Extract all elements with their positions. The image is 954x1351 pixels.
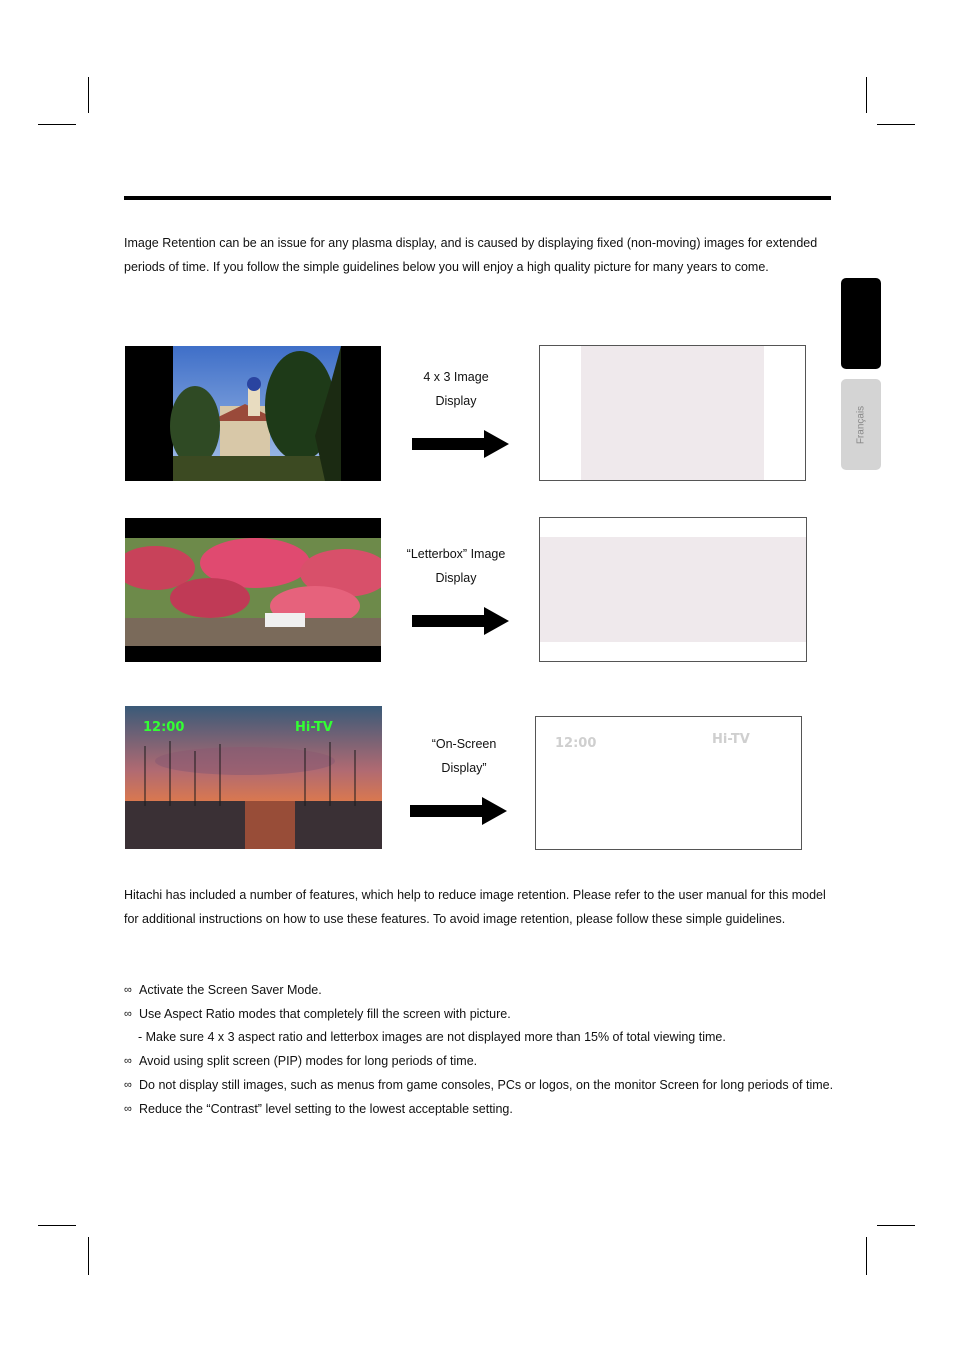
- ghost-clock-text: 12:00: [555, 736, 597, 751]
- crop-mark: [866, 77, 867, 113]
- list-item: [124, 1050, 839, 1074]
- caption-4x3: [396, 366, 516, 413]
- bullet-icon: ∞: [124, 984, 132, 996]
- crop-mark: [877, 1225, 915, 1226]
- list-item-text: Activate the Screen Saver Mode.: [139, 983, 322, 997]
- mission-photo-image: [125, 346, 381, 481]
- crop-mark: [866, 1237, 867, 1275]
- osd-logo-overlay: Hi-TV: [295, 720, 333, 735]
- right-arrow-icon: [412, 607, 510, 635]
- crop-mark: [88, 77, 89, 113]
- photo-4x3-example: [125, 346, 381, 481]
- list-item-text: Do not display still images, such as menus from game consoles, PCs or logos, on the monitor Screen for long periods of time.: [139, 1077, 834, 1092]
- crop-mark: [877, 124, 915, 125]
- retention-screen-letterbox: [539, 517, 807, 662]
- list-item: [124, 979, 839, 1003]
- features-paragraph: Hitachi has included a number of features, which help to reduce image retention. Please refer to the user manual for this model for additional instructions on how to use these features. To avoid image retention, please follow these simple guidelines.: [124, 888, 826, 926]
- header-rule: [124, 196, 831, 200]
- caption-line: Display”: [441, 760, 487, 775]
- crop-mark: [38, 1225, 76, 1226]
- language-tab-francais[interactable]: [841, 379, 881, 470]
- list-item-text: Reduce the “Contrast” level setting to the lowest acceptable setting.: [139, 1101, 513, 1116]
- caption-line: Display: [435, 570, 477, 585]
- list-item: [124, 1098, 839, 1122]
- caption-line: “Letterbox” Image: [406, 547, 506, 561]
- right-arrow-icon: [412, 430, 510, 458]
- list-item: [124, 1074, 839, 1098]
- caption-osd: [404, 733, 524, 780]
- list-item: [124, 1003, 839, 1027]
- ghost-logo-text: Hi-TV: [712, 732, 750, 747]
- photo-letterbox-example: [125, 518, 381, 662]
- bullet-icon: ∞: [124, 1102, 132, 1115]
- language-tab-active[interactable]: [841, 278, 881, 369]
- retention-screen-4x3: [539, 345, 806, 481]
- list-item-text: Avoid using split screen (PIP) modes for long periods of time.: [139, 1054, 478, 1069]
- list-item-text: - Make sure 4 x 3 aspect ratio and letterbox images are not displayed more than 15% of total viewing time.: [138, 1030, 726, 1045]
- umbrella-photo-image: [125, 518, 381, 662]
- osd-clock-overlay: 12:00: [143, 720, 185, 735]
- bullet-icon: ∞: [124, 1055, 132, 1068]
- bullet-icon: ∞: [124, 1078, 132, 1091]
- caption-line: 4 x 3 Image: [423, 370, 489, 384]
- caption-letterbox: [396, 543, 516, 590]
- right-arrow-icon: [410, 797, 508, 825]
- guidelines-list: [124, 979, 839, 1121]
- caption-line: Display: [435, 393, 477, 408]
- ghost-4x3-area: [581, 346, 764, 480]
- ghost-letterbox-area: [540, 537, 806, 642]
- intro-paragraph: Image Retention can be an issue for any plasma display, and is caused by displaying fixed (non-moving) images for extended periods of time. If you follow the simple guidelines below you will enjoy a high quality picture for many years to come.: [124, 236, 818, 274]
- bullet-icon: ∞: [124, 1007, 132, 1020]
- retention-screen-osd: [535, 716, 802, 850]
- photo-osd-example: [125, 706, 382, 849]
- crop-mark: [38, 124, 76, 125]
- list-item: [124, 1026, 839, 1050]
- caption-line: “On-Screen: [431, 737, 497, 751]
- language-tab-label: Français: [855, 405, 867, 444]
- list-item-text: Use Aspect Ratio modes that completely fill the screen with picture.: [139, 1006, 511, 1021]
- crop-mark: [88, 1237, 89, 1275]
